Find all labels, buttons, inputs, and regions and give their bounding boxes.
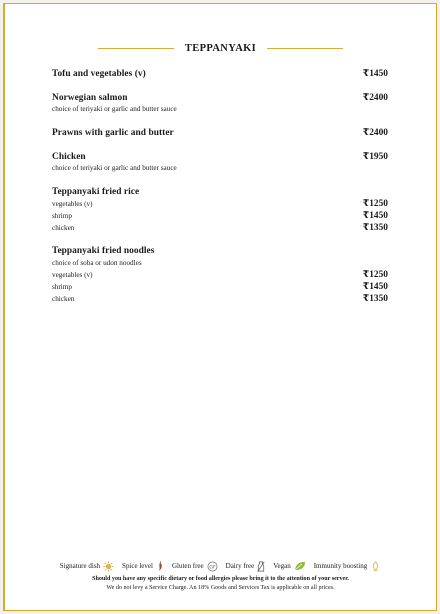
variant-price: ₹1250 [362,199,388,209]
menu-item-chicken [52,151,388,173]
legend-label: Vegan [273,562,291,570]
menu-footer [5,560,436,593]
variant-label: vegetables (v) [52,271,93,279]
variant-label: chicken [52,224,75,232]
legend-item-signature [60,560,114,572]
section-title: TEPPANYAKI [184,43,257,54]
legend-label: Spice level [122,562,153,570]
variant-label: shrimp [52,283,72,291]
dairy-free-icon [257,561,265,572]
menu-notes [5,575,436,593]
variant-price: ₹1350 [362,223,388,233]
variant-price: ₹1250 [362,270,388,280]
variant-label: vegetables (v) [52,200,93,208]
variant-row [52,210,388,222]
variant-row [52,269,388,281]
dietary-legend [5,560,436,572]
menu-item-fried-rice [52,186,388,234]
item-description: choice of teriyaki or garlic and butter sauce [52,164,177,172]
chili-icon [156,561,164,572]
variant-row [52,293,388,305]
legend-label: Immunity boosting [313,562,368,570]
item-name: Prawns with garlic and butter [52,128,174,138]
item-price: ₹2400 [362,93,388,103]
signature-dish-icon [103,561,114,572]
variant-price: ₹1450 [362,211,388,221]
gluten-free-icon [207,561,218,572]
immunity-icon [370,561,381,572]
item-price: ₹1950 [362,152,388,162]
item-name: Norwegian salmon [52,93,128,103]
item-name: Tofu and vegetables (v) [52,69,146,79]
legend-item-gluten-free [172,560,218,572]
menu-item-salmon [52,92,388,114]
menu-item-fried-noodles [52,245,388,305]
allergy-note: Should you have any specific dietary or food allergies please bring it to the attention of your server. [92,576,349,582]
legend-item-vegan [273,560,306,572]
item-price: ₹1450 [362,69,388,79]
variant-price: ₹1450 [362,282,388,292]
variant-label: chicken [52,295,75,303]
legend-item-spice [122,560,164,572]
menu-item-tofu [52,68,388,80]
variant-label: shrimp [52,212,72,220]
variant-row [52,198,388,210]
variant-row [52,281,388,293]
legend-label: Signature dish [59,562,101,570]
menu-item-prawns [52,127,388,139]
legend-item-dairy-free [226,560,266,572]
variant-price: ₹1350 [362,294,388,304]
svg-text:GF: GF [209,564,216,570]
menu-page [3,3,437,611]
variant-row [52,222,388,234]
item-description: choice of soba or udon noodles [52,259,142,267]
item-price: ₹2400 [362,128,388,138]
legend-label: Gluten free [171,562,204,570]
item-name: Teppanyaki fried noodles [52,246,155,256]
service-charge-note: We do not levy a Service Charge. An 18% Goods and Services Tax is applicable on all prices. [106,585,335,591]
legend-label: Dairy free [225,562,255,570]
item-name: Teppanyaki fried rice [52,187,140,197]
legend-item-immunity [314,560,381,572]
leaf-icon [294,561,306,571]
item-name: Chicken [52,152,86,162]
item-description: choice of teriyaki or garlic and butter sauce [52,105,177,113]
right-divider-line [267,48,343,49]
section-header [5,41,436,57]
